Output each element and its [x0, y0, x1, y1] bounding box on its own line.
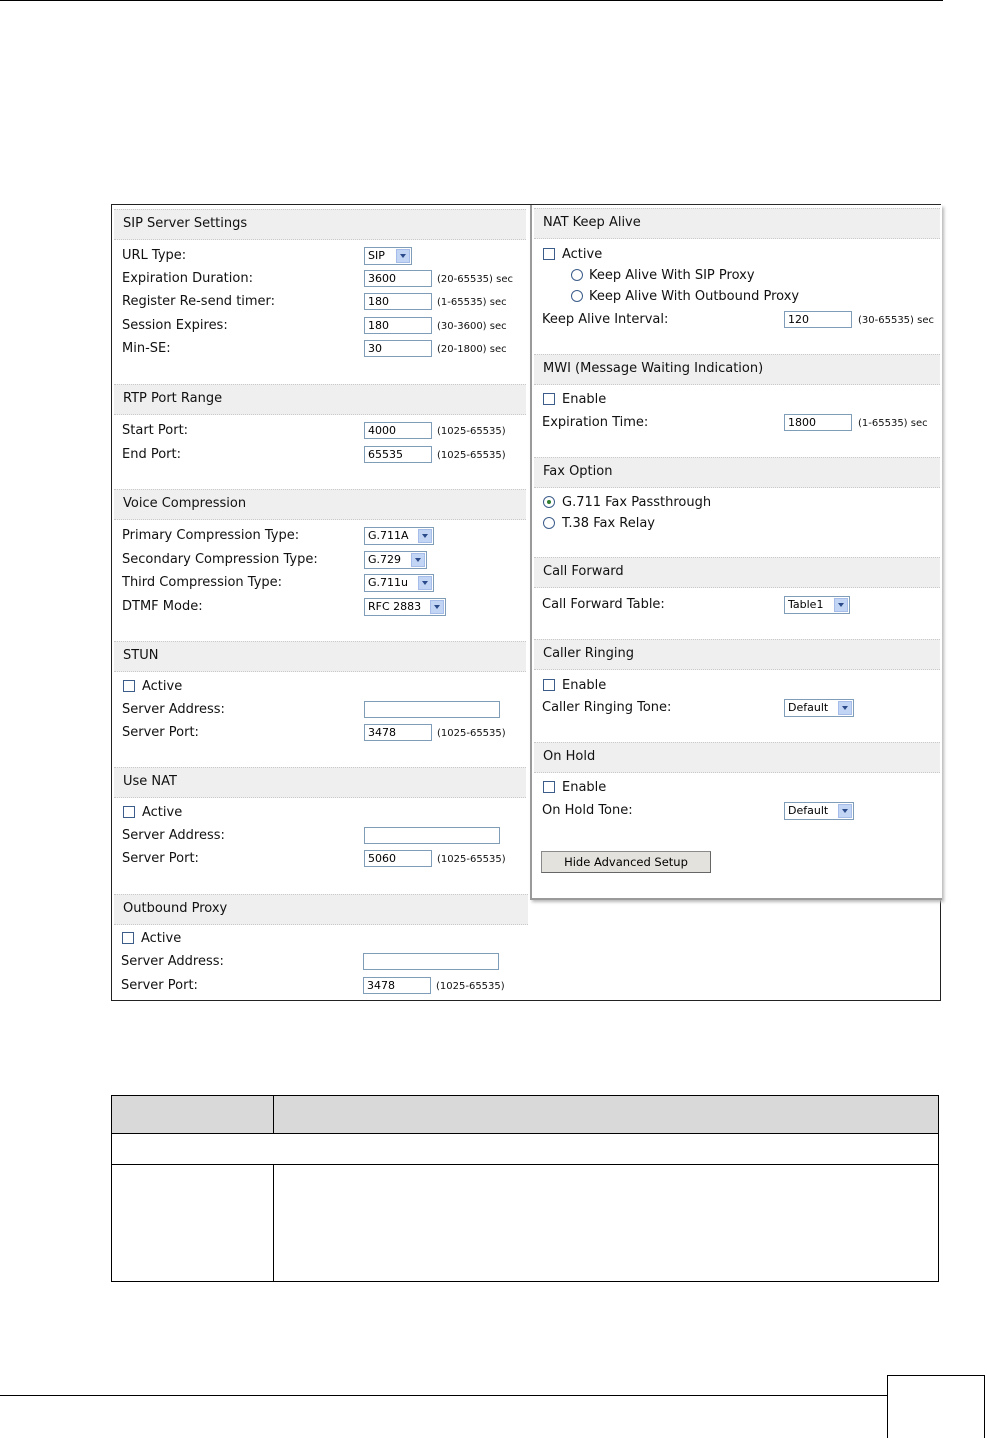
keep-alive-sip-proxy-radio[interactable] [571, 269, 583, 281]
outbound-proxy-header [114, 894, 528, 925]
start-port-label: Start Port: [122, 423, 189, 438]
left-column [112, 205, 528, 1000]
session-expires-input[interactable]: 180 [364, 317, 432, 334]
url-type-label: URL Type: [122, 248, 187, 263]
chevron-down-icon [418, 529, 432, 543]
section-title: Caller Ringing [543, 646, 634, 661]
chevron-down-icon [396, 249, 410, 263]
mwi-enable-checkbox[interactable] [543, 393, 555, 405]
on-hold-tone-label: On Hold Tone: [542, 803, 633, 818]
end-port-input[interactable]: 65535 [364, 446, 432, 463]
url-type-select[interactable] [364, 247, 412, 265]
chevron-down-icon [418, 576, 432, 590]
primary-compression-label: Primary Compression Type: [122, 528, 300, 543]
keep-alive-outbound-proxy-radio[interactable] [571, 290, 583, 302]
section-title: Outbound Proxy [123, 901, 228, 916]
rtp-port-range-header [114, 384, 526, 415]
section-title: Fax Option [543, 464, 613, 479]
chevron-down-icon [838, 804, 852, 818]
section-title: On Hold [543, 749, 596, 764]
chevron-down-icon [838, 701, 852, 715]
stun-server-port-hint: (1025-65535) [437, 728, 506, 739]
keep-alive-sip-proxy-label: Keep Alive With SIP Proxy [589, 268, 755, 283]
third-compression-select[interactable] [364, 574, 434, 592]
voice-compression-header [114, 489, 526, 520]
table-row-divider [273, 1164, 274, 1282]
register-resend-input[interactable]: 180 [364, 293, 432, 310]
use-nat-server-port-label: Server Port: [122, 851, 199, 866]
selected-value: Default [788, 804, 829, 817]
selected-value: G.711A [368, 529, 409, 542]
fax-passthrough-label: G.711 Fax Passthrough [562, 495, 712, 510]
table-header-row [112, 1096, 938, 1133]
section-title: MWI (Message Waiting Indication) [543, 361, 764, 376]
primary-compression-select[interactable] [364, 527, 434, 545]
expiration-duration-hint: (20-65535) sec [437, 274, 513, 285]
section-title: SIP Server Settings [123, 216, 248, 231]
mwi-header [534, 354, 940, 385]
selected-value: RFC 2883 [368, 600, 422, 613]
keep-alive-interval-input[interactable]: 120 [784, 311, 852, 328]
outbound-proxy-server-port-hint: (1025-65535) [436, 981, 505, 992]
outbound-proxy-server-address-label: Server Address: [121, 954, 224, 969]
keep-alive-outbound-proxy-label: Keep Alive With Outbound Proxy [589, 289, 800, 304]
on-hold-enable-checkbox[interactable] [543, 781, 555, 793]
call-forward-header [534, 557, 940, 588]
mwi-expiration-hint: (1-65535) sec [858, 418, 928, 429]
session-expires-label: Session Expires: [122, 318, 228, 333]
expiration-duration-label: Expiration Duration: [122, 271, 253, 286]
fax-relay-label: T.38 Fax Relay [562, 516, 655, 531]
keep-alive-interval-hint: (30-65535) sec [858, 315, 934, 326]
stun-active-label: Active [142, 679, 183, 694]
section-title: Use NAT [123, 774, 177, 789]
secondary-compression-select[interactable] [364, 551, 427, 569]
outbound-proxy-server-address-input[interactable] [363, 953, 499, 970]
expiration-duration-input[interactable]: 3600 [364, 270, 432, 287]
page-number-box [887, 1375, 985, 1438]
footer-rule [0, 1395, 887, 1396]
stun-server-address-input[interactable] [364, 701, 500, 718]
fax-option-header [534, 457, 940, 488]
stun-active-checkbox[interactable] [123, 680, 135, 692]
table-rule [112, 1164, 938, 1165]
use-nat-server-port-input[interactable]: 5060 [364, 850, 432, 867]
caller-ringing-tone-select[interactable] [784, 699, 854, 717]
header-rule [0, 0, 943, 1]
caller-ringing-header [534, 639, 940, 670]
selected-value: G.729 [368, 553, 402, 566]
fax-passthrough-radio[interactable] [543, 496, 555, 508]
fax-relay-radio[interactable] [543, 517, 555, 529]
use-nat-header [114, 767, 526, 798]
outbound-proxy-active-label: Active [141, 931, 182, 946]
nat-keep-alive-header [534, 208, 940, 239]
stun-server-address-label: Server Address: [122, 702, 225, 717]
caller-ringing-tone-label: Caller Ringing Tone: [542, 700, 672, 715]
section-title: Call Forward [543, 564, 624, 579]
selected-value: Default [788, 701, 829, 714]
use-nat-active-checkbox[interactable] [123, 806, 135, 818]
section-title: RTP Port Range [123, 391, 223, 406]
outbound-proxy-server-port-input[interactable]: 3478 [363, 977, 431, 994]
section-title: STUN [123, 648, 159, 663]
use-nat-active-label: Active [142, 805, 183, 820]
stun-server-port-input[interactable]: 3478 [364, 724, 432, 741]
call-forward-table-select[interactable] [784, 596, 850, 614]
table-rule [112, 1133, 938, 1134]
register-resend-label: Register Re-send timer: [122, 294, 276, 309]
min-se-hint: (20-1800) sec [437, 344, 507, 355]
end-port-label: End Port: [122, 447, 181, 462]
outbound-proxy-active-checkbox[interactable] [122, 932, 134, 944]
section-title: NAT Keep Alive [543, 215, 641, 230]
hide-advanced-setup-button[interactable]: Hide Advanced Setup [541, 851, 711, 873]
start-port-hint: (1025-65535) [437, 426, 506, 437]
stun-header [114, 641, 526, 672]
min-se-label: Min-SE: [122, 341, 171, 356]
on-hold-enable-label: Enable [562, 780, 607, 795]
register-resend-hint: (1-65535) sec [437, 297, 507, 308]
secondary-compression-label: Secondary Compression Type: [122, 552, 318, 567]
min-se-input[interactable]: 30 [364, 340, 432, 357]
stun-server-port-label: Server Port: [122, 725, 199, 740]
end-port-hint: (1025-65535) [437, 450, 506, 461]
chevron-down-icon [834, 598, 848, 612]
mwi-expiration-input[interactable]: 1800 [784, 414, 852, 431]
selected-value: Table1 [788, 598, 824, 611]
use-nat-server-address-label: Server Address: [122, 828, 225, 843]
call-forward-table-label: Call Forward Table: [542, 597, 665, 612]
session-expires-hint: (30-3600) sec [437, 321, 507, 332]
nat-keep-alive-active-checkbox[interactable] [543, 248, 555, 260]
start-port-input[interactable]: 4000 [364, 422, 432, 439]
selected-value: SIP [368, 249, 385, 262]
mwi-enable-label: Enable [562, 392, 607, 407]
chevron-down-icon [430, 600, 444, 614]
caller-ringing-enable-checkbox[interactable] [543, 679, 555, 691]
mwi-expiration-label: Expiration Time: [542, 415, 649, 430]
description-table [111, 1095, 939, 1282]
use-nat-server-port-hint: (1025-65535) [437, 854, 506, 865]
chevron-down-icon [411, 553, 425, 567]
nat-keep-alive-active-label: Active [562, 247, 603, 262]
advanced-sip-settings-screenshot [111, 204, 941, 1001]
on-hold-header [534, 742, 940, 773]
keep-alive-interval-label: Keep Alive Interval: [542, 312, 669, 327]
on-hold-tone-select[interactable] [784, 802, 854, 820]
table-header-divider [273, 1096, 274, 1133]
dtmf-mode-select[interactable] [364, 598, 446, 616]
third-compression-label: Third Compression Type: [122, 575, 283, 590]
caller-ringing-enable-label: Enable [562, 678, 607, 693]
section-title: Voice Compression [123, 496, 247, 511]
outbound-proxy-server-port-label: Server Port: [121, 978, 198, 993]
use-nat-server-address-input[interactable] [364, 827, 500, 844]
right-column [530, 205, 942, 900]
dtmf-mode-label: DTMF Mode: [122, 599, 203, 614]
sip-server-settings-header [114, 209, 526, 240]
selected-value: G.711u [368, 576, 408, 589]
